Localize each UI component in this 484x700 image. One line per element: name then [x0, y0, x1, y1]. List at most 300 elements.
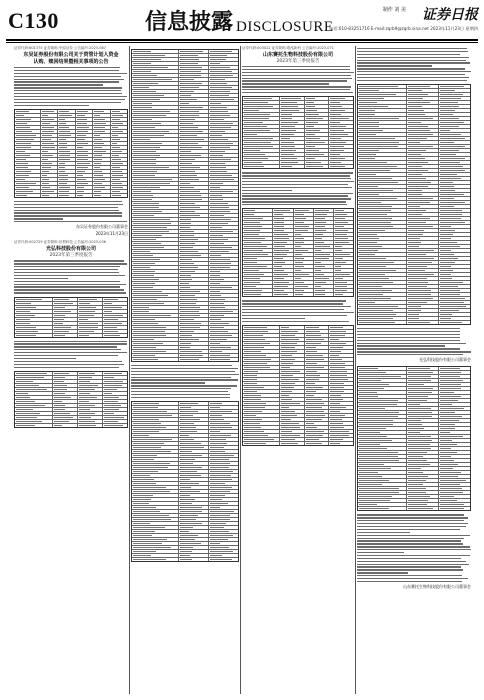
table-cell [179, 486, 209, 489]
table-cell [179, 506, 209, 509]
table-cell [280, 165, 305, 168]
table-cell [103, 420, 127, 423]
cell-text [16, 151, 25, 152]
table-cell [179, 302, 209, 305]
cell-text [112, 195, 121, 196]
cell-text [306, 363, 317, 364]
table-cell [329, 382, 353, 385]
table-cell [179, 294, 209, 297]
cell-text [133, 275, 154, 276]
cell-text [440, 102, 458, 103]
table-cell [179, 146, 209, 149]
table-cell [41, 190, 58, 193]
table-cell [53, 420, 78, 423]
table-row [243, 165, 353, 168]
cell-text [210, 187, 221, 188]
table-cell [78, 396, 103, 399]
table-cell [439, 407, 470, 410]
cell-text [54, 373, 69, 374]
cell-text [77, 115, 86, 116]
cell-text [244, 242, 261, 243]
text-line [14, 266, 120, 267]
table-cell [179, 290, 209, 293]
cell-text [94, 135, 100, 136]
table-cell [179, 102, 209, 105]
table-cell [76, 130, 93, 133]
text-line [14, 260, 124, 261]
table-cell [41, 186, 58, 189]
cell-text [359, 150, 379, 151]
cell-text [133, 223, 171, 224]
table-cell [179, 70, 209, 73]
cell-text [180, 415, 194, 416]
cell-text [306, 427, 317, 428]
cell-text [281, 359, 294, 360]
table-cell [53, 408, 78, 411]
table-cell [280, 442, 305, 445]
cell-text [112, 147, 120, 148]
table-cell [439, 185, 470, 188]
table-cell [209, 350, 238, 353]
table-cell [103, 314, 127, 317]
table-cell [439, 265, 470, 268]
cell-text [210, 119, 225, 120]
cell-text [180, 531, 190, 532]
table-cell [209, 142, 238, 145]
cell-text [180, 227, 190, 228]
table-cell [132, 322, 179, 325]
cell-text [133, 135, 164, 136]
table-cell [179, 90, 209, 93]
text-line [357, 68, 465, 69]
cell-text [180, 455, 202, 456]
cell-text [359, 306, 398, 307]
text-line [242, 175, 350, 176]
table-cell [407, 241, 439, 244]
table-cell [273, 237, 293, 240]
cell-text [440, 404, 452, 405]
table-cell [280, 438, 305, 441]
table-cell [78, 384, 103, 387]
cell-text [440, 210, 462, 211]
cell-text [133, 203, 159, 204]
data-table [14, 297, 128, 338]
cell-text [77, 175, 83, 176]
text-line [14, 76, 121, 77]
cell-text [180, 199, 202, 200]
cell-text [244, 395, 261, 396]
text-line [131, 394, 230, 395]
text-line [357, 569, 463, 570]
signature: 山东赛托生物科技股份有限公司董事会 [403, 584, 471, 590]
cell-text [440, 432, 450, 433]
table-cell [58, 186, 75, 189]
table-cell [53, 376, 78, 379]
cell-text [408, 384, 424, 385]
header-rule-thick [6, 39, 478, 41]
cell-text [16, 417, 37, 418]
column-2 [131, 46, 239, 694]
cell-text [16, 131, 32, 132]
table-cell [111, 170, 127, 173]
cell-text [408, 98, 423, 99]
announcement-code: 证券代码:601375 证券简称:中原证券 公告编号:2023-087 [14, 46, 106, 50]
cell-text [180, 91, 194, 92]
cell-text [54, 405, 65, 406]
table-cell [132, 258, 179, 261]
data-table [242, 325, 354, 446]
table-cell [329, 406, 353, 409]
cell-text [274, 218, 284, 219]
table-cell [132, 118, 179, 121]
cell-text [440, 464, 458, 465]
table-cell [132, 530, 179, 533]
table-cell [439, 221, 470, 224]
table-cell [358, 463, 407, 466]
table-cell [209, 150, 238, 153]
cell-text [281, 335, 294, 336]
table-cell [358, 213, 407, 216]
cell-text [306, 411, 324, 412]
table-cell [179, 426, 209, 429]
table-cell [280, 426, 305, 429]
cell-text [408, 142, 420, 143]
table-cell [76, 174, 93, 177]
cell-text [180, 323, 202, 324]
table-cell [15, 392, 53, 395]
cell-text [408, 194, 422, 195]
cell-text [440, 476, 458, 477]
cell-text [408, 154, 421, 155]
cell-text [77, 123, 87, 124]
cell-text [274, 270, 283, 271]
cell-text [133, 415, 172, 416]
cell-text [42, 167, 51, 168]
table-cell [358, 265, 407, 268]
text-line [242, 92, 353, 93]
table-cell [273, 289, 293, 292]
table-cell [280, 374, 305, 377]
cell-text [315, 238, 323, 239]
cell-text [133, 483, 156, 484]
table-cell [179, 178, 209, 181]
cell-text [359, 218, 392, 219]
table-cell [41, 110, 58, 113]
cell-text [274, 290, 284, 291]
cell-text [133, 531, 155, 532]
table-cell [209, 122, 238, 125]
cell-text [180, 519, 196, 520]
table-cell [358, 491, 407, 494]
cell-text [335, 282, 347, 283]
table-cell [407, 435, 439, 438]
table-cell [132, 70, 179, 73]
cell-text [306, 359, 324, 360]
cell-text [359, 182, 398, 183]
cell-text [210, 123, 233, 124]
cell-text [210, 495, 225, 496]
table-cell [329, 105, 353, 108]
table-cell [132, 50, 179, 53]
cell-text [133, 439, 172, 440]
cell-text [306, 367, 324, 368]
text-line [14, 210, 119, 211]
table-cell [329, 442, 353, 445]
cell-text [210, 79, 225, 80]
table-cell [209, 334, 238, 337]
text-line [357, 60, 466, 61]
table-cell [329, 137, 353, 140]
cell-text [408, 130, 430, 131]
table-cell [407, 503, 439, 506]
table-cell [407, 249, 439, 252]
cell-text [244, 286, 256, 287]
cell-text [244, 106, 273, 107]
cell-text [77, 151, 88, 152]
cell-text [295, 278, 302, 279]
table-cell [243, 410, 280, 413]
table-cell [407, 297, 439, 300]
cell-text [244, 218, 263, 219]
table-cell [103, 302, 127, 305]
cell-text [79, 315, 94, 316]
cell-text [359, 94, 396, 95]
table-cell [132, 222, 179, 225]
cell-text [210, 115, 230, 116]
table-cell [329, 390, 353, 393]
table-cell [243, 157, 280, 160]
cell-text [133, 211, 162, 212]
cell-text [408, 484, 423, 485]
table-cell [243, 326, 280, 329]
table-cell [407, 217, 439, 220]
table-cell [329, 366, 353, 369]
cell-text [16, 303, 31, 304]
table-cell [407, 125, 439, 128]
cell-text [42, 131, 54, 132]
text-line [242, 195, 348, 196]
table-cell [58, 114, 75, 117]
cell-text [180, 195, 201, 196]
cell-text [133, 291, 162, 292]
cell-text [79, 409, 90, 410]
table-cell [179, 514, 209, 517]
cell-text [315, 222, 326, 223]
table-cell [334, 241, 353, 244]
cell-text [440, 306, 466, 307]
table-cell [76, 170, 93, 173]
cell-text [16, 111, 29, 112]
cell-text [180, 211, 195, 212]
table-cell [15, 158, 41, 161]
cell-text [281, 158, 296, 159]
cell-text [133, 283, 155, 284]
column-1 [14, 46, 128, 694]
cell-text [335, 250, 342, 251]
cell-text [94, 111, 103, 112]
table-cell [358, 125, 407, 128]
table-cell [132, 290, 179, 293]
table-cell [439, 439, 470, 442]
cell-text [281, 439, 295, 440]
cell-text [440, 508, 464, 509]
cell-text [210, 463, 230, 464]
body-text [242, 300, 354, 322]
table-cell [132, 278, 179, 281]
table-cell [15, 380, 53, 383]
cell-text [16, 315, 35, 316]
cell-text [133, 411, 167, 412]
table-cell [358, 483, 407, 486]
text-line [14, 278, 68, 279]
cell-text [79, 389, 95, 390]
table-cell [243, 161, 280, 164]
table-cell [111, 158, 127, 161]
cell-text [210, 251, 230, 252]
cell-text [16, 155, 30, 156]
cell-text [274, 250, 289, 251]
cell-text [59, 183, 67, 184]
table-cell [243, 141, 280, 144]
table-cell [280, 394, 305, 397]
cell-text [408, 166, 422, 167]
cell-text [112, 179, 120, 180]
table-cell [243, 229, 273, 232]
cell-text [180, 495, 190, 496]
table-cell [407, 193, 439, 196]
table-cell [407, 237, 439, 240]
cell-text [408, 302, 427, 303]
text-line [357, 578, 468, 579]
cell-text [359, 114, 375, 115]
text-line [131, 385, 237, 386]
table-cell [53, 322, 78, 325]
table-cell [358, 297, 407, 300]
cell-text [281, 435, 299, 436]
table-cell [15, 178, 41, 181]
cell-text [210, 191, 233, 192]
cell-text [133, 323, 158, 324]
cell-text [359, 412, 399, 413]
cell-text [440, 110, 455, 111]
cell-text [330, 427, 343, 428]
cell-text [210, 195, 222, 196]
cell-text [210, 223, 229, 224]
table-cell [407, 451, 439, 454]
cell-text [180, 151, 191, 152]
cell-text [210, 51, 232, 52]
table-cell [209, 310, 238, 313]
text-line [357, 572, 408, 573]
cell-text [210, 139, 228, 140]
cell-text [306, 335, 321, 336]
table-cell [280, 330, 305, 333]
cell-text [440, 206, 454, 207]
table-cell [209, 530, 238, 533]
table-cell [15, 396, 53, 399]
table-cell [93, 114, 110, 117]
table-cell [329, 129, 353, 132]
table-cell [314, 217, 334, 220]
table-cell [334, 221, 353, 224]
table-cell [15, 174, 41, 177]
table-cell [243, 366, 280, 369]
table-cell [358, 487, 407, 490]
cell-text [54, 311, 71, 312]
cell-text [306, 375, 320, 376]
cell-text [16, 123, 27, 124]
cell-text [440, 396, 461, 397]
table-cell [439, 261, 470, 264]
table-cell [439, 125, 470, 128]
cell-text [94, 171, 102, 172]
cell-text [180, 543, 201, 544]
cell-text [104, 409, 119, 410]
table-cell [209, 458, 238, 461]
table-cell [209, 294, 238, 297]
table-cell [58, 162, 75, 165]
table-cell [407, 101, 439, 104]
cell-text [281, 146, 295, 147]
cell-text [440, 496, 454, 497]
cell-text [210, 211, 230, 212]
cell-text [210, 471, 233, 472]
table-cell [179, 250, 209, 253]
cell-text [180, 203, 195, 204]
table-cell [76, 142, 93, 145]
table-cell [439, 193, 470, 196]
table-cell [305, 374, 330, 377]
text-line [14, 355, 118, 356]
table-cell [305, 165, 330, 168]
cell-text [133, 479, 154, 480]
cell-text [306, 150, 319, 151]
cell-text [330, 142, 345, 143]
text-line [131, 368, 238, 369]
cell-text [359, 314, 396, 315]
cell-text [180, 135, 198, 136]
cell-text [408, 222, 426, 223]
cell-text [180, 207, 201, 208]
cell-text [440, 130, 450, 131]
cell-text [274, 246, 284, 247]
cell-text [180, 263, 195, 264]
cell-text [440, 230, 455, 231]
table-cell [41, 178, 58, 181]
table-row [15, 424, 127, 427]
table-cell [439, 309, 470, 312]
cell-text [104, 373, 122, 374]
cell-text [94, 127, 105, 128]
cell-text [133, 127, 155, 128]
cell-text [408, 242, 421, 243]
table-cell [209, 490, 238, 493]
table-cell [209, 450, 238, 453]
cell-text [440, 428, 455, 429]
table-cell [179, 50, 209, 53]
text-line [131, 374, 239, 375]
cell-text [42, 123, 50, 124]
table-cell [209, 402, 238, 405]
table-cell [314, 249, 334, 252]
cell-text [306, 387, 323, 388]
cell-text [210, 491, 230, 492]
table-cell [76, 166, 93, 169]
cell-text [330, 439, 342, 440]
cell-text [133, 119, 152, 120]
table-cell [273, 209, 293, 212]
table-cell [209, 58, 238, 61]
